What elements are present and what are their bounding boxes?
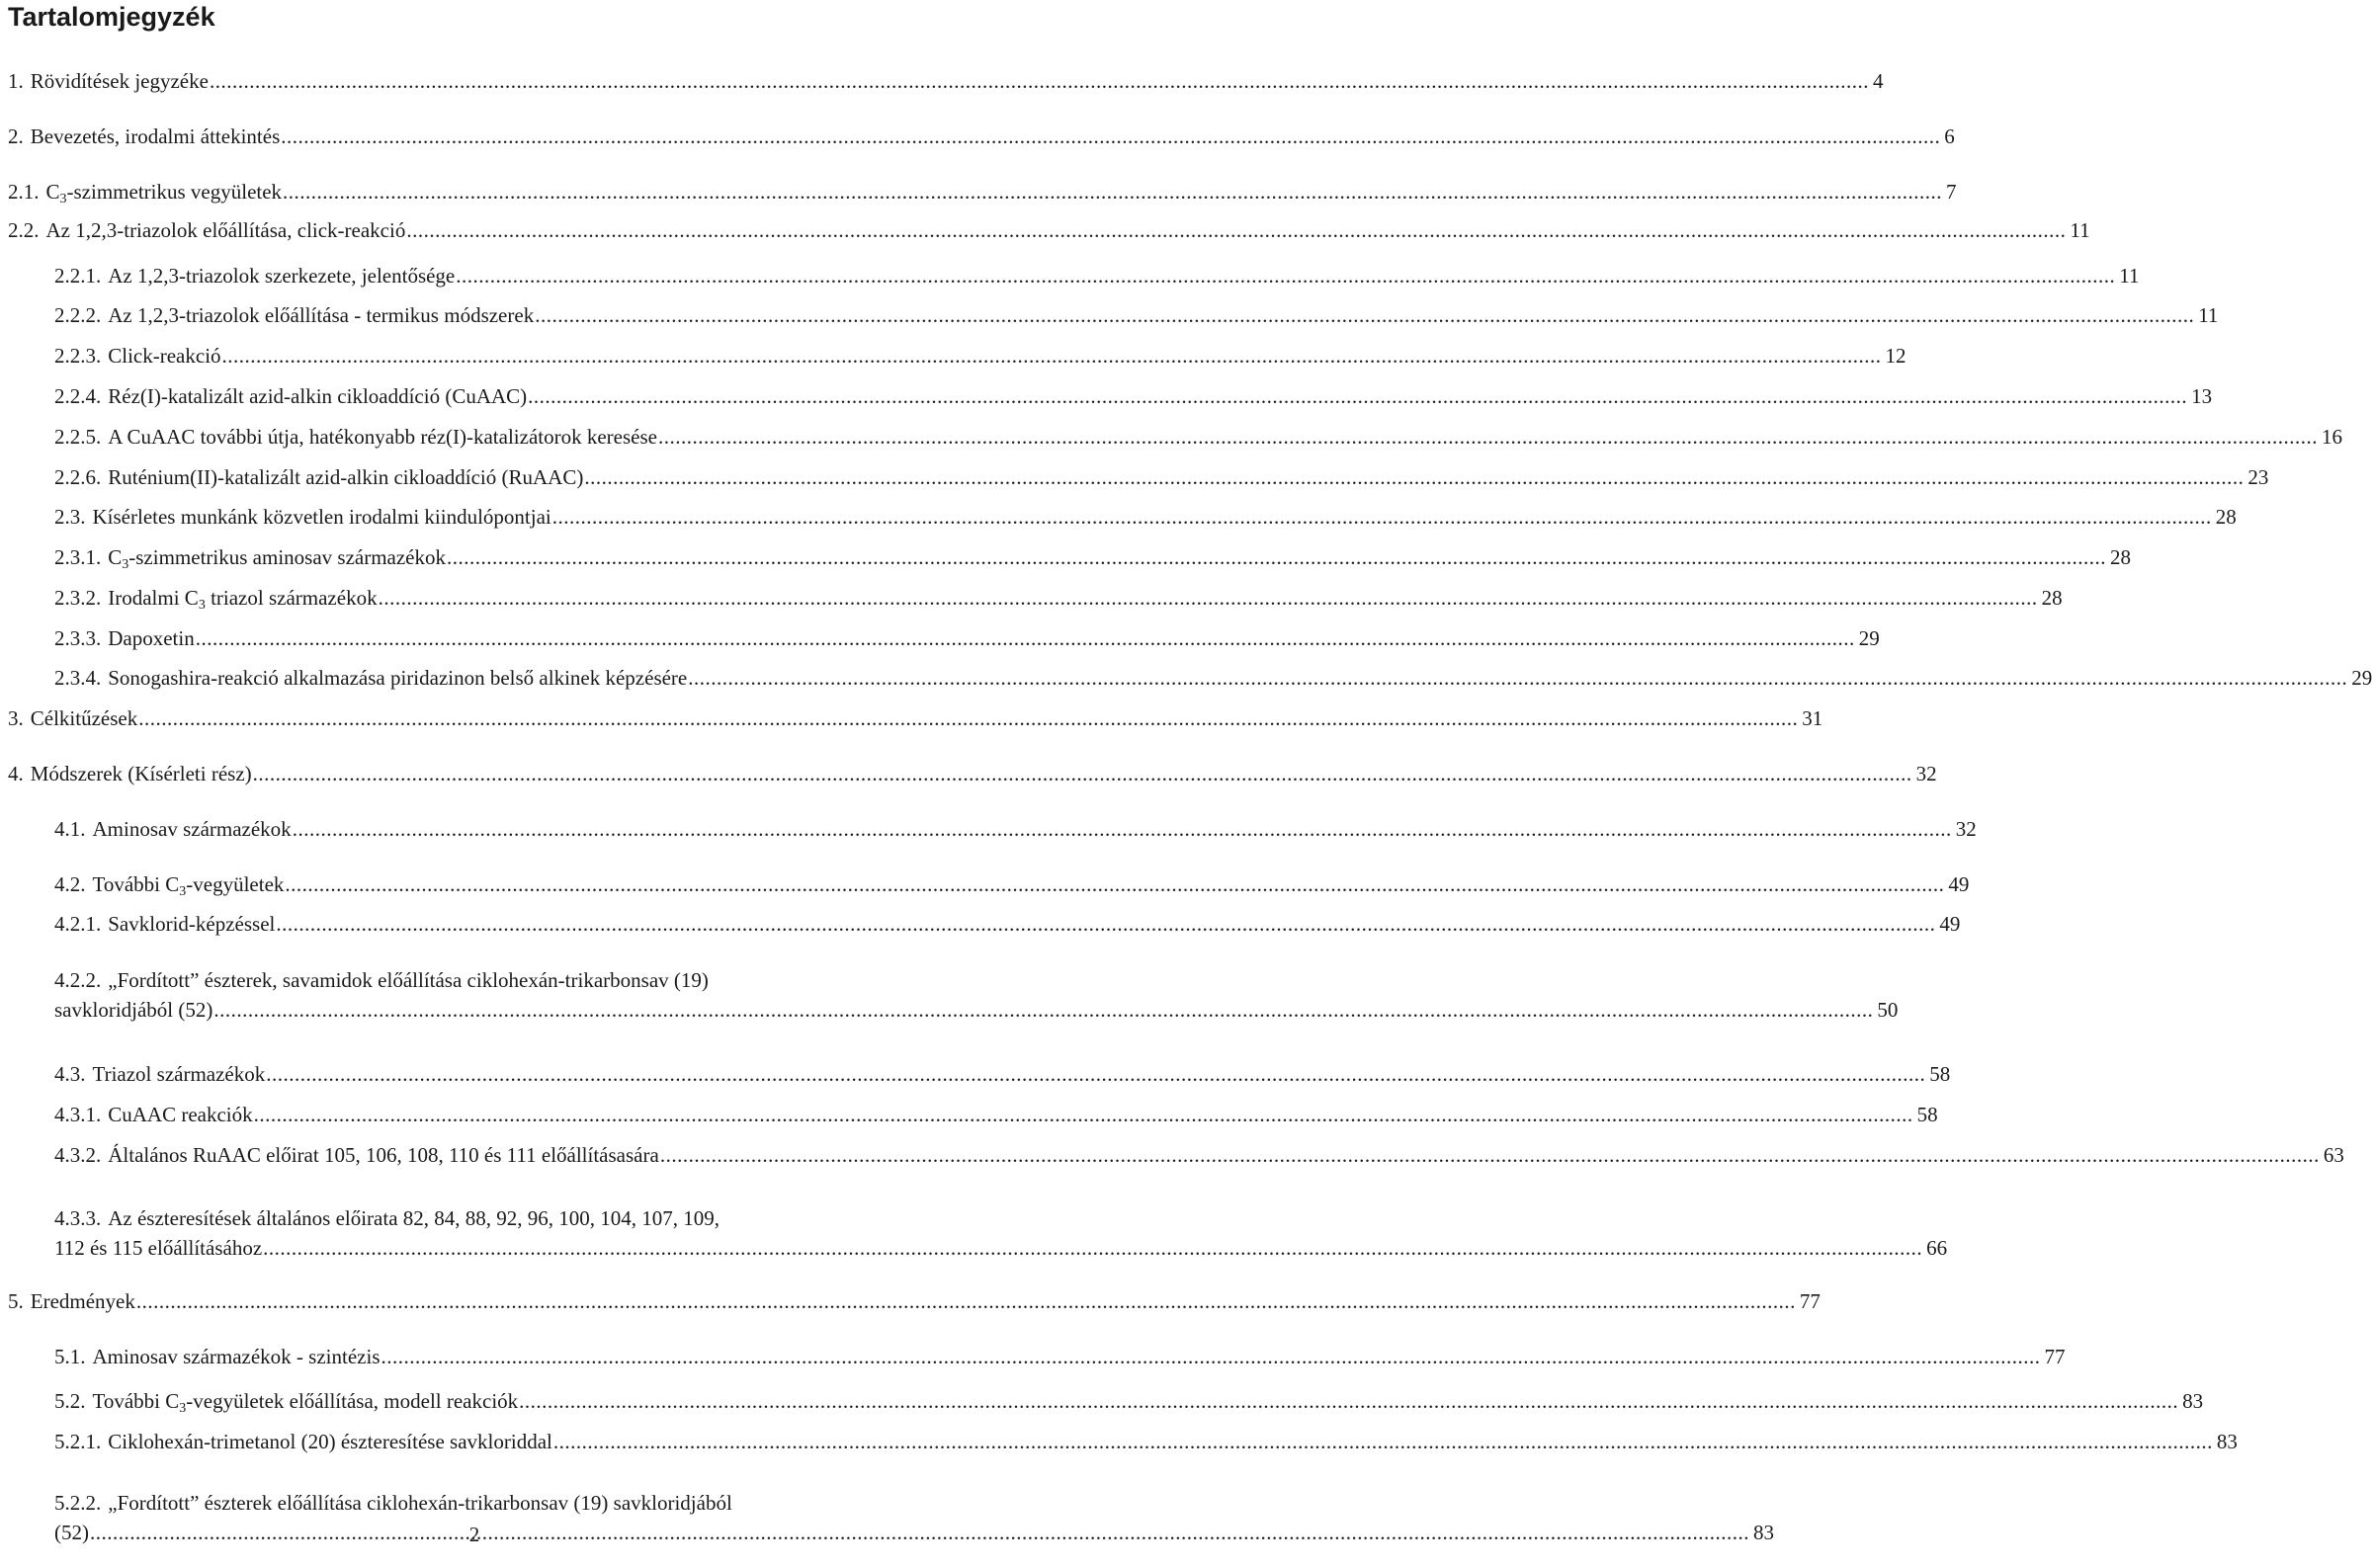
toc-entry-page: 29 <box>2351 666 2372 690</box>
toc-entry[interactable] <box>54 583 2063 617</box>
toc-entry[interactable] <box>8 215 2090 245</box>
toc-entry-page: 12 <box>1885 344 1906 368</box>
toc-entry[interactable] <box>8 759 1937 788</box>
toc-entry-page: 63 <box>2323 1143 2344 1167</box>
toc-entry[interactable] <box>54 300 2219 330</box>
toc-entry-page: 11 <box>2119 264 2140 288</box>
toc-entry[interactable] <box>54 341 1906 371</box>
toc-entry-title <box>31 66 209 96</box>
toc-entry-number: 1. <box>8 69 24 93</box>
toc-entry-page: 11 <box>2198 303 2219 327</box>
toc-dot-leader <box>254 1100 1913 1129</box>
toc-entry-title <box>31 703 137 733</box>
toc-entry-title <box>46 215 406 245</box>
toc-entry-title-text: 112 és 115 előállításához <box>54 1236 263 1260</box>
toc-dot-leader <box>660 1140 2320 1170</box>
toc-entry-title-text: Az 1,2,3-triazolok előállítása - termikus módszerek <box>108 303 535 327</box>
toc-entry-number: 2.3.2. <box>54 586 102 610</box>
toc-entry-title <box>54 995 212 1025</box>
toc-entry-number: 2.3.1. <box>54 545 102 569</box>
toc-entry-number: 5.1. <box>54 1345 86 1368</box>
toc-entry-title <box>108 261 455 290</box>
toc-entry-title-text: -vegyületek <box>186 872 285 896</box>
toc-entry-title-text: Ruténium(II)-katalizált azid-alkin cikloaddíció (RuAAC) <box>108 465 584 489</box>
toc-dot-leader <box>138 703 1798 733</box>
toc-dot-leader <box>285 869 1944 899</box>
toc-entry-page: 7 <box>1946 180 1957 204</box>
toc-entry-title-text: -szimmetrikus vegyületek <box>66 180 283 204</box>
toc-entry[interactable] <box>54 965 1899 1025</box>
toc-entry-title-text: További C <box>92 1389 180 1413</box>
toc-entry-number: 4.2.2. <box>54 968 102 992</box>
toc-entry[interactable] <box>54 1059 1951 1089</box>
toc-entry[interactable] <box>8 122 1955 151</box>
toc-entry-subscript: 3 <box>179 884 187 899</box>
toc-entry-title-text: Az 1,2,3-triazolok szerkezete, jelentősége <box>108 264 456 288</box>
toc-entry[interactable] <box>54 1203 1948 1263</box>
toc-entry[interactable] <box>54 814 1977 844</box>
toc-entry-number: 5.2.2. <box>54 1491 102 1515</box>
toc-entry-subscript: 3 <box>198 598 206 613</box>
toc-entry-title-text: Dapoxetin <box>108 626 195 650</box>
toc-entry-title-text: Triazol származékok <box>92 1062 266 1086</box>
toc-entry-number: 2.2.4. <box>54 384 102 408</box>
toc-entry-title-line1: Az észteresítések általános előirata 82, 84, 88, 92, 96, 100, 104, 107, 109, <box>108 1206 720 1230</box>
toc-entry-number: 5.2.1. <box>54 1430 102 1453</box>
toc-entry-subscript: 3 <box>122 557 129 572</box>
toc-entry[interactable] <box>54 663 2372 693</box>
toc-entry-number: 2.2.1. <box>54 264 102 288</box>
toc-entry-number: 4.3.1. <box>54 1103 102 1126</box>
toc-entry-title <box>108 1140 659 1170</box>
toc-entry-page: 4 <box>1872 69 1884 93</box>
toc-dot-leader <box>456 261 2115 290</box>
toc-entry-page: 66 <box>1926 1236 1948 1260</box>
toc-dot-leader <box>379 583 2038 613</box>
toc-entry[interactable] <box>54 1342 2066 1371</box>
toc-entry-title-text: Rövidítések jegyzéke <box>30 69 209 93</box>
toc-entry-number: 4.2.1. <box>54 912 102 936</box>
page-number: 2 <box>468 1523 480 1546</box>
toc-entry-number: 5. <box>8 1289 24 1313</box>
toc-entry-title-text: Ciklohexán-trimetanol (20) észteresítése savkloriddal <box>108 1430 552 1453</box>
toc-entry-title-text: Célkitűzések <box>30 706 138 730</box>
toc-entry-title <box>54 1233 262 1263</box>
toc-entry-title <box>93 1342 381 1371</box>
toc-entry-title <box>108 300 534 330</box>
toc-entry-title <box>31 1286 135 1316</box>
toc-entry-number: 4. <box>8 762 24 785</box>
toc-entry-title <box>31 122 281 151</box>
toc-dot-leader <box>263 1233 1922 1263</box>
toc-entry[interactable] <box>54 381 2213 411</box>
toc-entry-subscript: 3 <box>59 192 67 206</box>
toc-entry-title-text: Kísérletes munkánk közvetlen irodalmi kiindulópontjai <box>92 505 551 529</box>
toc-entry-page: 29 <box>1858 626 1880 650</box>
toc-dot-leader <box>283 177 1942 206</box>
toc-entry-number: 2. <box>8 124 24 148</box>
toc-entry-title-text: Réz(I)-katalizált azid-alkin cikloaddíció (CuAAC) <box>108 384 528 408</box>
toc-entry-title-text: Sonogashira-reakció alkalmazása piridazinon belső alkinek képzésére <box>108 666 688 690</box>
toc-entry-page: 49 <box>1939 912 1961 936</box>
toc-dot-leader <box>196 623 1855 653</box>
toc-entry[interactable] <box>54 422 2342 452</box>
toc-entry-number: 2.2.3. <box>54 344 102 368</box>
toc-entry-page: 31 <box>1802 706 1823 730</box>
toc-entry-number: 4.2. <box>54 872 86 896</box>
toc-dot-leader <box>553 1427 2213 1456</box>
toc-entry[interactable] <box>54 909 1961 939</box>
toc-entry-number: 2.2. <box>8 218 40 242</box>
toc-entry[interactable] <box>54 1427 2238 1456</box>
toc-entry-title-text: Bevezetés, irodalmi áttekintés <box>30 124 281 148</box>
toc-entry-title <box>31 759 252 788</box>
toc-entry-title <box>93 1386 519 1420</box>
toc-entry-title <box>93 1059 266 1089</box>
toc-entry-page: 11 <box>2070 218 2090 242</box>
toc-entry-title-text: A CuAAC további útja, hatékonyabb réz(I)-katalizátorok keresése <box>108 425 657 449</box>
toc-entry-title-text: Aminosav származékok - szintézis <box>92 1345 381 1368</box>
toc-entry-page: 77 <box>2044 1345 2066 1368</box>
toc-entry-number: 2.2.6. <box>54 465 102 489</box>
toc-dot-leader <box>552 502 2212 532</box>
toc-entry-title-text: Módszerek (Kísérleti rész) <box>30 762 252 785</box>
toc-dot-leader <box>381 1342 2041 1371</box>
toc-entry-number: 5.2. <box>54 1389 86 1413</box>
toc-entry[interactable] <box>54 462 2269 492</box>
toc-entry-page: 23 <box>2247 465 2269 489</box>
toc-entry[interactable] <box>54 1140 2344 1170</box>
toc-entry-number: 2.3.3. <box>54 626 102 650</box>
toc-entry-page: 58 <box>1929 1062 1951 1086</box>
toc-entry-title <box>93 502 551 532</box>
toc-entry-page: 28 <box>2215 505 2237 529</box>
toc-entry-page: 32 <box>1955 817 1977 841</box>
toc-entry-number: 3. <box>8 706 24 730</box>
toc-entry-title <box>108 583 377 617</box>
toc-dot-leader <box>222 341 1882 371</box>
toc-dot-leader <box>528 381 2187 411</box>
toc-entry[interactable] <box>54 1386 2204 1420</box>
toc-entry-page: 83 <box>1753 1521 1774 1544</box>
toc-entry-number: 4.3.2. <box>54 1143 102 1167</box>
toc-entry-title-line1: „Fordított” észterek, savamidok előállítása ciklohexán-trikarbonsav (19) <box>108 968 709 992</box>
toc-entry-title <box>108 909 275 939</box>
toc-entry-title <box>108 663 687 693</box>
toc-entry[interactable] <box>54 261 2140 290</box>
toc-entry-title <box>108 623 194 653</box>
toc-entry-title-text: Aminosav származékok <box>92 817 292 841</box>
toc-dot-leader <box>276 909 1935 939</box>
toc-entry-title <box>93 869 285 903</box>
toc-entry-title-text: C <box>45 180 60 204</box>
toc-entry-page: 28 <box>2110 545 2131 569</box>
toc-entry-title <box>46 177 283 210</box>
toc-entry-page: 77 <box>1799 1289 1821 1313</box>
toc-entry-title-text: Eredmények <box>30 1289 135 1313</box>
toc-entry-title <box>93 814 292 844</box>
toc-entry-title <box>108 542 446 576</box>
toc-entry[interactable] <box>8 66 1884 96</box>
toc-entry-title <box>108 341 220 371</box>
toc-dot-leader <box>293 814 1952 844</box>
toc-entry-title-text: (52) <box>54 1521 89 1544</box>
toc-entry-title-text: -vegyületek előállítása, modell reakciók <box>186 1389 519 1413</box>
toc-dot-leader <box>253 759 1912 788</box>
toc-entry-title-text: Irodalmi C <box>108 586 199 610</box>
toc-entry-number: 2.2.2. <box>54 303 102 327</box>
toc-entry-title-text: savkloridjából (52) <box>54 998 213 1022</box>
toc-dot-leader <box>658 422 2318 452</box>
toc-entry-number: 2.2.5. <box>54 425 102 449</box>
toc-entry[interactable] <box>54 542 2131 576</box>
toc-entry-number: 4.3.3. <box>54 1206 102 1230</box>
toc-entry-number: 4.3. <box>54 1062 86 1086</box>
toc-entry-title-text: C <box>108 545 123 569</box>
toc-entry[interactable] <box>8 1286 1821 1316</box>
toc-entry-title-text: Általános RuAAC előirat 105, 106, 108, 110 és 111 előállításasára <box>108 1143 659 1167</box>
toc-entry-page: 83 <box>2182 1389 2204 1413</box>
toc-entry-title-text: CuAAC reakciók <box>108 1103 253 1126</box>
toc-dot-leader <box>406 215 2066 245</box>
toc-dot-leader <box>584 462 2244 492</box>
toc-entry-number: 2.1. <box>8 180 40 204</box>
toc-entry-page: 6 <box>1944 124 1955 148</box>
toc-dot-leader <box>688 663 2347 693</box>
toc-entry-subscript: 3 <box>179 1401 187 1416</box>
toc-entry-page: 32 <box>1915 762 1937 785</box>
toc-entry-title-text: triazol származékok <box>205 586 378 610</box>
toc-entry-page: 13 <box>2191 384 2213 408</box>
toc-entry-title <box>108 1100 252 1129</box>
toc-entry-number: 2.3.4. <box>54 666 102 690</box>
toc-entry-title-text: Click-reakció <box>108 344 221 368</box>
toc-entry[interactable] <box>54 623 1880 653</box>
toc-entry-page: 58 <box>1916 1103 1938 1126</box>
toc-entry-page: 16 <box>2321 425 2342 449</box>
toc-dot-leader <box>535 300 2194 330</box>
toc-entry-page: 49 <box>1948 872 1970 896</box>
toc-entry-title-text: Savklorid-képzéssel <box>108 912 276 936</box>
toc-dot-leader <box>210 66 1869 96</box>
toc-dot-leader <box>281 122 1940 151</box>
toc-entry-page: 50 <box>1877 998 1899 1022</box>
toc-entry[interactable] <box>8 177 1957 210</box>
toc-entry[interactable] <box>54 502 2237 532</box>
toc-dot-leader <box>136 1286 1796 1316</box>
toc-entry-title-text: -szimmetrikus aminosav származékok <box>128 545 446 569</box>
toc-entry-page: 83 <box>2216 1430 2238 1453</box>
toc-dot-leader <box>447 542 2106 572</box>
toc-entry-title <box>108 381 527 411</box>
toc-entry-title-line1: „Fordított” észterek előállítása ciklohexán-trikarbonsav (19) savkloridjából <box>108 1491 732 1515</box>
toc-dot-leader <box>519 1386 2178 1416</box>
toc-entry-page: 28 <box>2041 586 2063 610</box>
toc-entry[interactable] <box>54 1100 1938 1129</box>
toc-entry[interactable] <box>54 869 1970 903</box>
toc-entry-number: 4.1. <box>54 817 86 841</box>
toc-entry-title-text: További C <box>92 872 180 896</box>
page-title: Tartalomjegyzék <box>8 2 215 32</box>
toc-entry-number: 2.3. <box>54 505 86 529</box>
toc-dot-leader <box>266 1059 1925 1089</box>
toc-entry[interactable] <box>8 703 1823 733</box>
toc-entry-title <box>108 462 583 492</box>
toc-entry-title <box>108 1427 552 1456</box>
toc-dot-leader <box>213 995 1873 1025</box>
toc-entry-title-text: Az 1,2,3-triazolok előállítása, click-reakció <box>45 218 406 242</box>
toc-entry-title <box>108 422 657 452</box>
